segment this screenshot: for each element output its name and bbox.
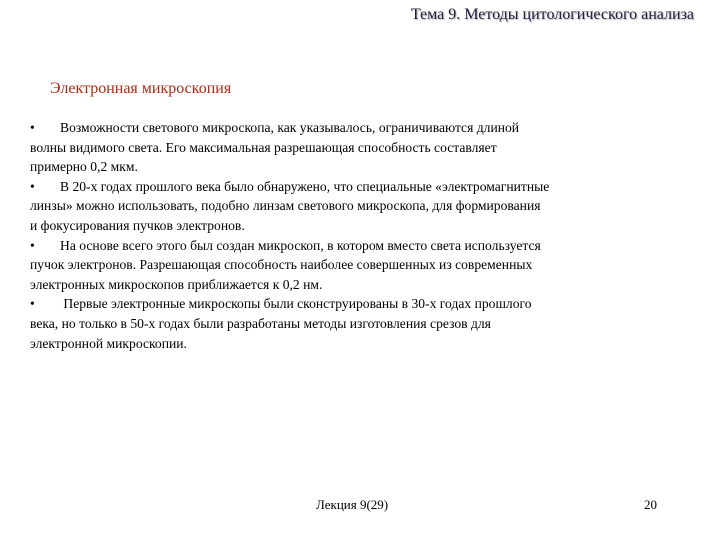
paragraph-line: В 20-х годах прошлого века было обнаружено, что специальные «электромагнитные <box>60 178 550 194</box>
paragraph-line: линзы» можно использовать, подобно линзам светового микроскопа, для формирования <box>30 198 541 214</box>
slide-topic-header: Тема 9. Методы цитологического анализа <box>410 6 694 23</box>
body-text <box>30 118 680 353</box>
bullet-icon: • <box>30 178 35 194</box>
paragraph-line: электронной микроскопии. <box>30 335 187 351</box>
paragraph-line: века, но только в 50-х годах были разработаны методы изготовления срезов для <box>30 315 491 331</box>
paragraph-line: электронных микроскопов приближается к 0,2 нм. <box>30 276 323 292</box>
section-title: Электронная микроскопия <box>50 80 232 97</box>
bullet-icon: • <box>30 237 35 253</box>
bullet-paragraph-3 <box>30 236 680 295</box>
paragraph-line: На основе всего этого был создан микроскоп, в котором вместо света используется <box>60 237 541 253</box>
paragraph-line: и фокусирования пучков электронов. <box>30 217 245 233</box>
footer-lecture-label: Лекция 9(29) <box>316 497 389 512</box>
paragraph-line: примерно 0,2 мкм. <box>30 159 138 175</box>
paragraph-line: пучок электронов. Разрешающая способность наиболее совершенных из современных <box>30 257 533 273</box>
bullet-paragraph-1 <box>30 118 680 177</box>
paragraph-line: волны видимого света. Его максимальная разрешающая способность составляет <box>30 139 497 155</box>
paragraph-line: Первые электронные микроскопы были сконструированы в 30-х годах прошлого <box>60 296 532 312</box>
paragraph-line: Возможности светового микроскопа, как указывалось, ограничиваются длиной <box>60 120 520 135</box>
page-number: 20 <box>644 497 657 512</box>
bullet-paragraph-4 <box>30 294 680 353</box>
bullet-paragraph-2 <box>30 177 680 236</box>
bullet-icon: • <box>30 296 35 312</box>
bullet-icon: • <box>30 120 35 135</box>
